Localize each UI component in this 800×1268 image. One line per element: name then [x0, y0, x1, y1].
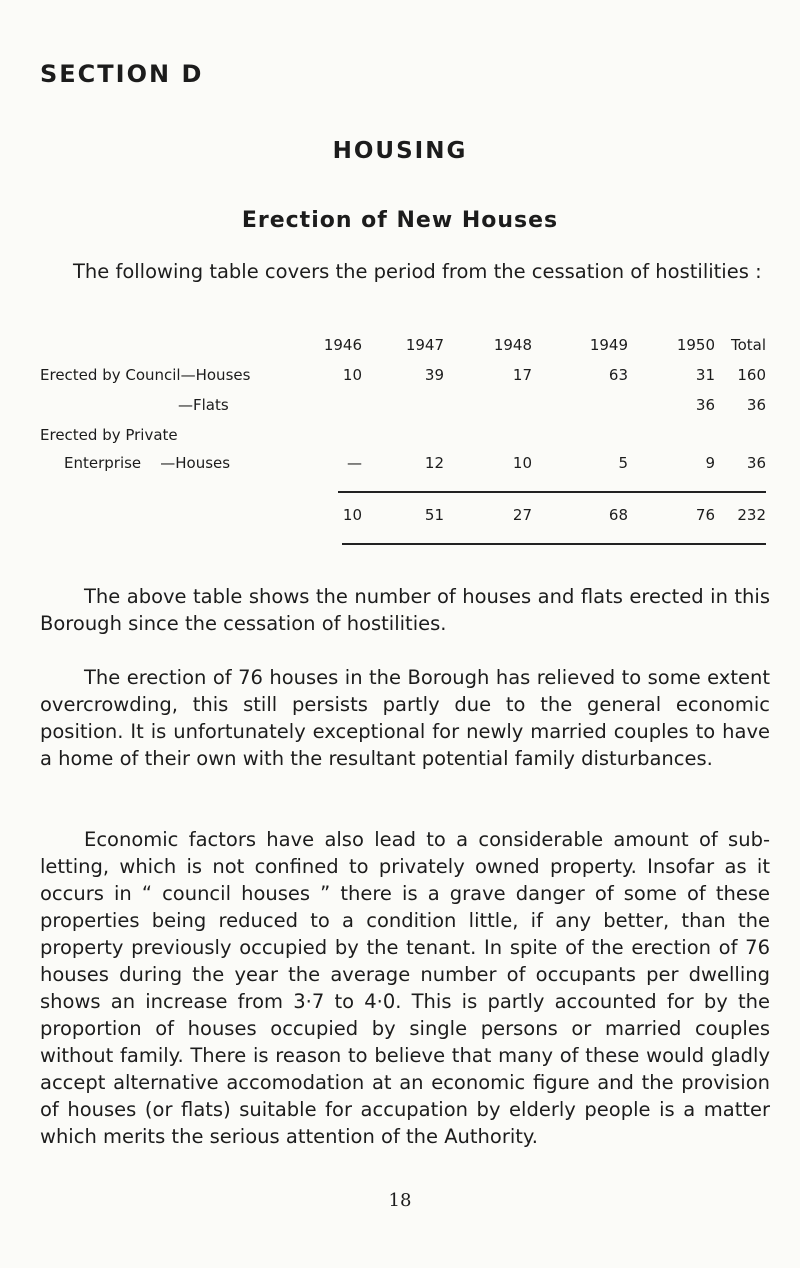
year-header: 1948 — [493, 336, 532, 354]
table-cell: 12 — [424, 454, 444, 472]
total-cell: 27 — [512, 506, 532, 524]
total-cell: 68 — [608, 506, 628, 524]
row-label: Enterprise —Houses — [64, 454, 231, 472]
page-subtitle: Erection of New Houses — [241, 208, 559, 233]
table-cell: 63 — [608, 366, 628, 384]
table-cell: 9 — [705, 454, 715, 472]
table-cell: 5 — [618, 454, 628, 472]
paragraph: Economic factors have also lead to a considerable amount of sub-letting, which is not confined to privately owned property. Insofar as it occurs in “ council houses ” there is a grave danger of some of these properties being reduced to a condition little, if any better, than the property previously occupied by the tenant. In spite of the erection of 76 houses during the year the average number of occupants per dwelling shows an increase from 3·7 to 4·0. This is partly accounted for by the proportion of houses occupied by single persons or married couples without family. There is reason to believe that many of these would gladly accept alternative accomodation at an economic figure and the provision of houses (or flats) suitable for accupation by elderly people is a matter which merits the serious attention of the Authority. — [40, 828, 770, 1148]
total-cell: 232 — [737, 506, 766, 524]
intro-paragraph: The following table covers the period from the cessation of hostilities : — [73, 260, 762, 283]
total-cell: 76 — [695, 506, 715, 524]
table-rule — [342, 543, 766, 545]
row-label: —Flats — [178, 396, 229, 414]
year-header: 1947 — [405, 336, 444, 354]
table-cell: 10 — [512, 454, 532, 472]
table-cell: 31 — [695, 366, 715, 384]
housing-table — [0, 330, 800, 570]
table-cell: 17 — [512, 366, 532, 384]
table-cell: 36 — [695, 396, 715, 414]
total-header: Total — [730, 336, 766, 354]
table-cell: — — [347, 454, 362, 472]
table-cell: 39 — [424, 366, 444, 384]
paragraph: The erection of 76 houses in the Borough has relieved to some extent overcrowding, this still persists partly due to the general economic position. It is unfortunately exceptional for newly married couples to have a home of their own with the resultant potential family disturbances. — [40, 666, 770, 770]
year-header: 1949 — [589, 336, 628, 354]
year-header: 1950 — [676, 336, 715, 354]
row-label: Erected by Private — [40, 426, 178, 444]
page-title: HOUSING — [332, 138, 468, 164]
total-cell: 51 — [424, 506, 444, 524]
paragraph: The above table shows the number of houses and flats erected in this Borough since the cessation of hostilities. — [40, 585, 770, 635]
row-label: Erected by Council—Houses — [40, 366, 251, 384]
section-heading: SECTION D — [40, 60, 204, 88]
table-cell: 36 — [746, 396, 766, 414]
table-rule — [338, 491, 766, 493]
table-cell: 36 — [746, 454, 766, 472]
table-cell: 10 — [342, 366, 362, 384]
table-cell: 160 — [737, 366, 766, 384]
total-cell: 10 — [342, 506, 362, 524]
page-number: 18 — [388, 1190, 412, 1211]
year-header: 1946 — [323, 336, 362, 354]
